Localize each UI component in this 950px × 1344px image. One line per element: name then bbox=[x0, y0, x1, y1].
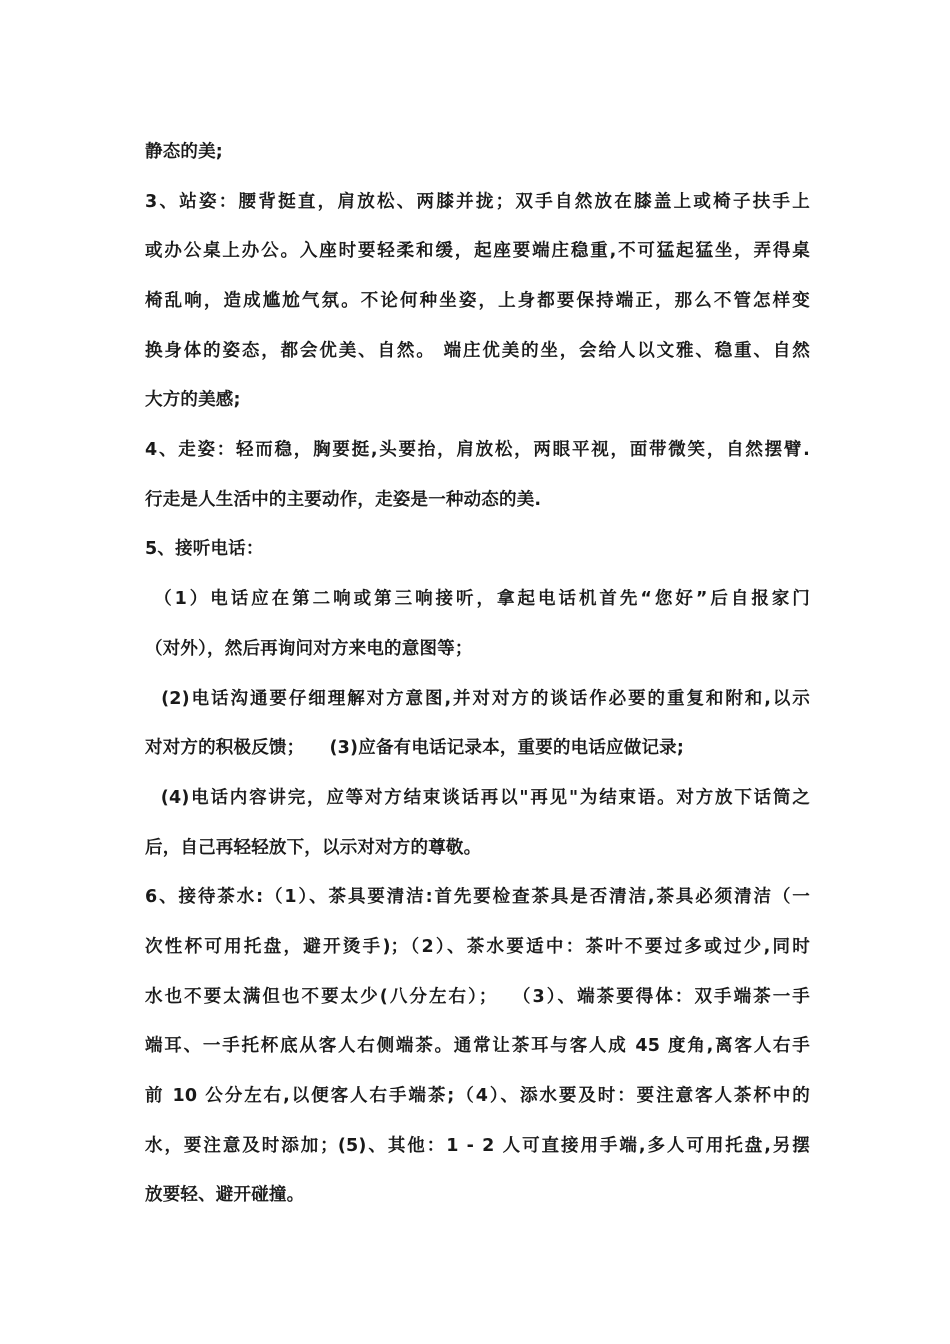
text-line: 对对方的积极反馈； (3)应备有电话记录本，重要的电话应做记录; bbox=[145, 738, 685, 758]
text-line: 大方的美感; bbox=[145, 390, 241, 410]
text-line: 次性杯可用托盘，避开烫手)；（2）、茶水要适中：茶叶不要过多或过少,同时 bbox=[145, 937, 810, 957]
text-line: 换身体的姿态，都会优美、自然。 端庄优美的坐，会给人以文雅、稳重、自然 bbox=[145, 341, 810, 361]
text-line: 水，要注意及时添加；(5)、其他：1 - 2 人可直接用手端,多人可用托盘,另摆 bbox=[145, 1136, 810, 1156]
text-line: 5、接听电话： bbox=[145, 539, 264, 559]
text-line: 4、走姿：轻而稳，胸要挺,头要抬，肩放松，两眼平视，面带微笑，自然摆臂. bbox=[145, 440, 810, 460]
text-line: 行走是人生活中的主要动作，走姿是一种动态的美. bbox=[145, 490, 542, 510]
text-line: 水也不要太满但也不要太少(八分左右）； （3）、端茶要得体：双手端茶一手 bbox=[145, 987, 810, 1007]
text-line: （对外），然后再询问对方来电的意图等； bbox=[145, 639, 473, 659]
text-line: (4)电话内容讲完，应等对方结束谈话再以"再见"为结束语。对方放下话筒之 bbox=[145, 788, 810, 808]
text-line: 静态的美; bbox=[145, 142, 223, 162]
text-line: 放要轻、避开碰撞。 bbox=[145, 1185, 305, 1205]
text-line: 6、接待茶水:（1）、茶具要清洁:首先要检查茶具是否清洁,茶具必须清洁（一 bbox=[145, 887, 810, 907]
text-line: 椅乱响，造成尴尬气氛。不论何种坐姿，上身都要保持端正，那么不管怎样变 bbox=[145, 291, 810, 311]
text-line: （1）电话应在第二响或第三响接听，拿起电话机首先“您好”后自报家门 bbox=[145, 589, 810, 609]
text-line: 3、站姿：腰背挺直，肩放松、两膝并拢；双手自然放在膝盖上或椅子扶手上 bbox=[145, 192, 810, 212]
text-line: 前 10 公分左右,以便客人右手端茶;（4）、添水要及时：要注意客人茶杯中的 bbox=[145, 1086, 810, 1106]
text-line: 或办公桌上办公。入座时要轻柔和缓，起座要端庄稳重,不可猛起猛坐，弄得桌 bbox=[145, 241, 810, 261]
text-line: 端耳、一手托杯底从客人右侧端茶。通常让茶耳与客人成 45 度角,离客人右手 bbox=[145, 1036, 810, 1056]
text-line: 后，自己再轻轻放下，以示对对方的尊敬。 bbox=[145, 838, 482, 858]
text-line: (2)电话沟通要仔细理解对方意图,并对对方的谈话作必要的重复和附和,以示 bbox=[145, 689, 810, 709]
